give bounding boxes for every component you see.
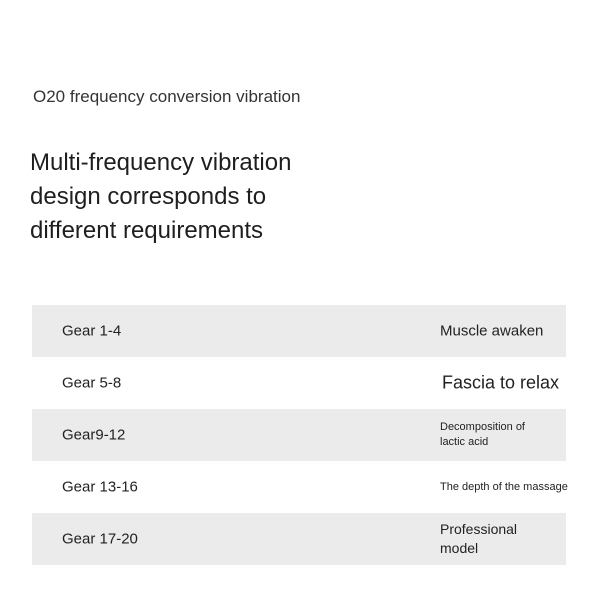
gear-description: Fascia to relax bbox=[442, 372, 560, 393]
table-row bbox=[32, 461, 566, 513]
gear-range: Gear 17-20 bbox=[62, 530, 138, 548]
gear-description: Decomposition of lactic acid bbox=[440, 421, 525, 448]
headline-line-1: Multi-frequency vibration bbox=[30, 149, 292, 176]
table-row bbox=[32, 305, 566, 357]
gear-range: Gear 1-4 bbox=[62, 322, 122, 340]
table-row bbox=[32, 357, 566, 409]
gear-table bbox=[32, 305, 566, 565]
gear-range: Gear 5-8 bbox=[62, 374, 122, 392]
headline-line-3: different requirements bbox=[30, 217, 264, 244]
headline-line-2: design corresponds to bbox=[30, 183, 267, 210]
table-row bbox=[32, 513, 566, 565]
gear-description: Muscle awaken bbox=[440, 322, 544, 340]
table-row bbox=[32, 409, 566, 461]
gear-range: Gear9-12 bbox=[62, 426, 126, 444]
gear-description: Professional model bbox=[440, 521, 518, 556]
gear-description: The depth of the massage bbox=[440, 481, 568, 493]
headline bbox=[30, 146, 360, 248]
gear-range: Gear 13-16 bbox=[62, 478, 138, 496]
subtitle: O20 frequency conversion vibration bbox=[33, 87, 301, 106]
